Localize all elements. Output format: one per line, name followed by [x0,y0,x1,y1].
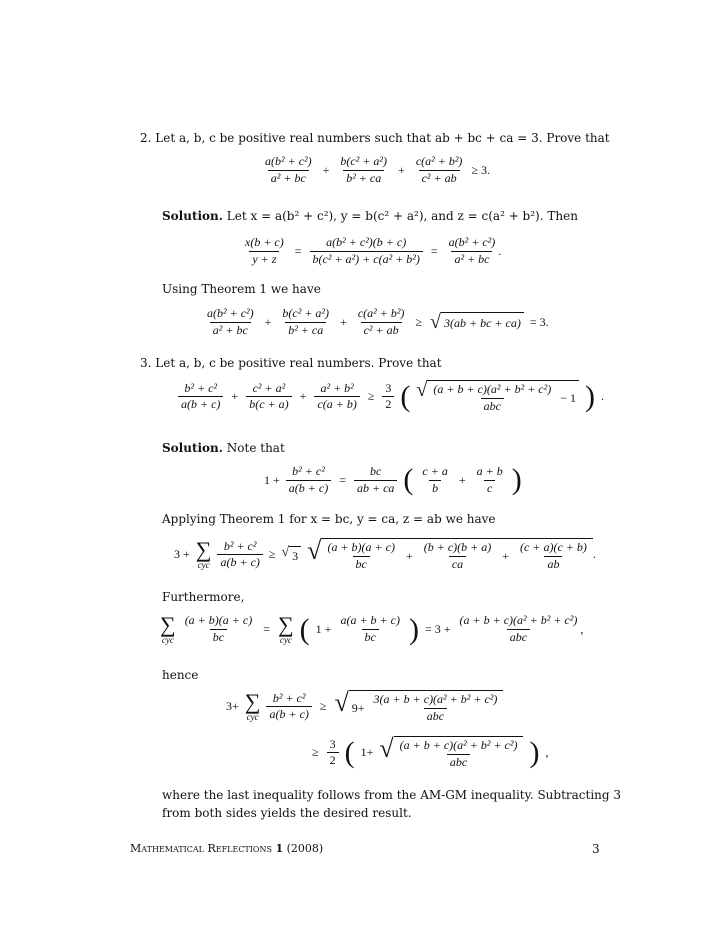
problem-3-equation-5: ≥ $\frac{3}{2}$ ( 1+ √ $\frac{\text{(a + b + c)(a² + b² + c²)}}{\text{abc}}$ ) , [312,734,549,769]
statement-text: Let a, b, c be positive real numbers. Prove that [155,356,442,370]
page-number: 3 [592,842,600,856]
problem-number: 3. [140,356,152,370]
square-root: √ 3(ab + bc + ca) [430,312,524,332]
solution-label: Solution. [162,209,223,223]
problem-3-equation-4: 3+ ∑ cyc $\frac{\text{b² + c²}}{a(b + c)}$ ≥ √ 9+ $\frac{\text{3(a + b + c)(a² + b² + c²)}}{\text{abc}}$ [226,690,503,724]
problem-3-inequality: $\frac{\text{b² + c²}}{a(b + c)}$ + $\frac{\text{c² + a²}}{b(c + a)}$ + $\frac{\text{a² + b²}}{c(a + b)}$ ≥ $\frac{3}{2}$ ( √ $\frac{\text{(a + b + c)(a² + b² + c²)}}{\text{abc}}$ − 1 ) . [178,380,604,414]
footer-journal [130,842,323,855]
note-text: Note that [226,441,285,455]
problem-2-inequality: $\frac{\text{a(b² + c²)}}{\text{a² + bc}}$ + $\frac{\text{b(c² + a²)}}{\text{b² + ca}}$ + $\frac{\text{c(a² + b²)}}{\text{c² + ab}}$ ≥ 3. [262,155,490,186]
statement-text: Let a, b, c be positive real numbers such that ab + bc + ca = 3. Prove that [155,131,610,145]
problem-3-equation-2: 3 + ∑ cyc $\frac{\text{b² + c²}}{a(b + c)}$ ≥ √ 3 √ $\frac{(a + b)(a + c)}{bc}$ + $\frac{(b + c)(b + a)}{ca}$ + $\frac{(c + a)(c + b)}{ab}$ . [174,536,596,571]
problem-3-statement [140,356,442,370]
problem-3-equation-1: 1 + $\frac{\text{b² + c²}}{a(b + c)}$ = $\frac{bc}{ab + ca}$ ( $\frac{c + a}{b}$ + $\frac{a + b}{c}$ ) [264,463,522,497]
fraction: $\frac{\text{b(c² + a²)}}{\text{b² + ca}}$ [340,154,388,185]
fraction: $\frac{\text{c(a² + b²)}}{\text{c² + ab}}$ [415,154,463,185]
fraction: $\frac{\text{a(b² + c²)}}{\text{a² + bc}}$ [265,154,312,185]
problem-2-statement [140,131,610,145]
rhs: ≥ 3. [471,162,491,177]
theorem-line: Using Theorem 1 we have [162,282,321,296]
problem-number: 2. [140,131,152,145]
apply-theorem-line: Applying Theorem 1 for x = bc, y = ca, z = ab we have [162,512,496,526]
journal-year: (2008) [286,842,324,855]
problem-3-solution [162,441,285,455]
closing-line-2: from both sides yields the desired result. [162,806,412,820]
journal-name: Mathematical Reflections [130,842,272,855]
journal-volume: 1 [275,842,284,855]
hence-line: hence [162,668,199,682]
solution-label: Solution. [162,441,223,455]
problem-2-equation-2: $\frac{\text{a(b² + c²)}}{\text{a² + bc}}$ + $\frac{\text{b(c² + a²)}}{\text{b² + ca}}$ + $\frac{\text{c(a² + b²)}}{\text{c² + ab}}$ ≥ √ 3(ab + bc + ca) = 3. [207,306,549,337]
closing-line-1: where the last inequality follows from the AM-GM inequality. Subtracting 3 [162,788,622,802]
problem-2-equation-1: $\frac{x(b + c)}{y + z}$ = $\frac{\text{a(b² + c²)(b + c)}}{\text{b(c² + a²) + c(a² + b²)}}$ = $\frac{\text{a(b² + c²)}}{\text{a² + bc}}$ . [245,235,502,266]
furthermore-line: Furthermore, [162,590,245,604]
solution-text: Let x = a(b² + c²), y = b(c² + a²), and z = c(a² + b²). Then [226,209,578,223]
problem-3-equation-3: ∑ cyc $\frac{(a + b)(a + c)}{bc}$ = ∑ cyc ( 1 + $\frac{a(a + b + c)}{bc}$ ) = 3 + $\frac{\text{(a + b + c)(a² + b² + c²)}}{\text{abc}}$ , [160,612,584,646]
problem-2-solution [162,209,578,223]
